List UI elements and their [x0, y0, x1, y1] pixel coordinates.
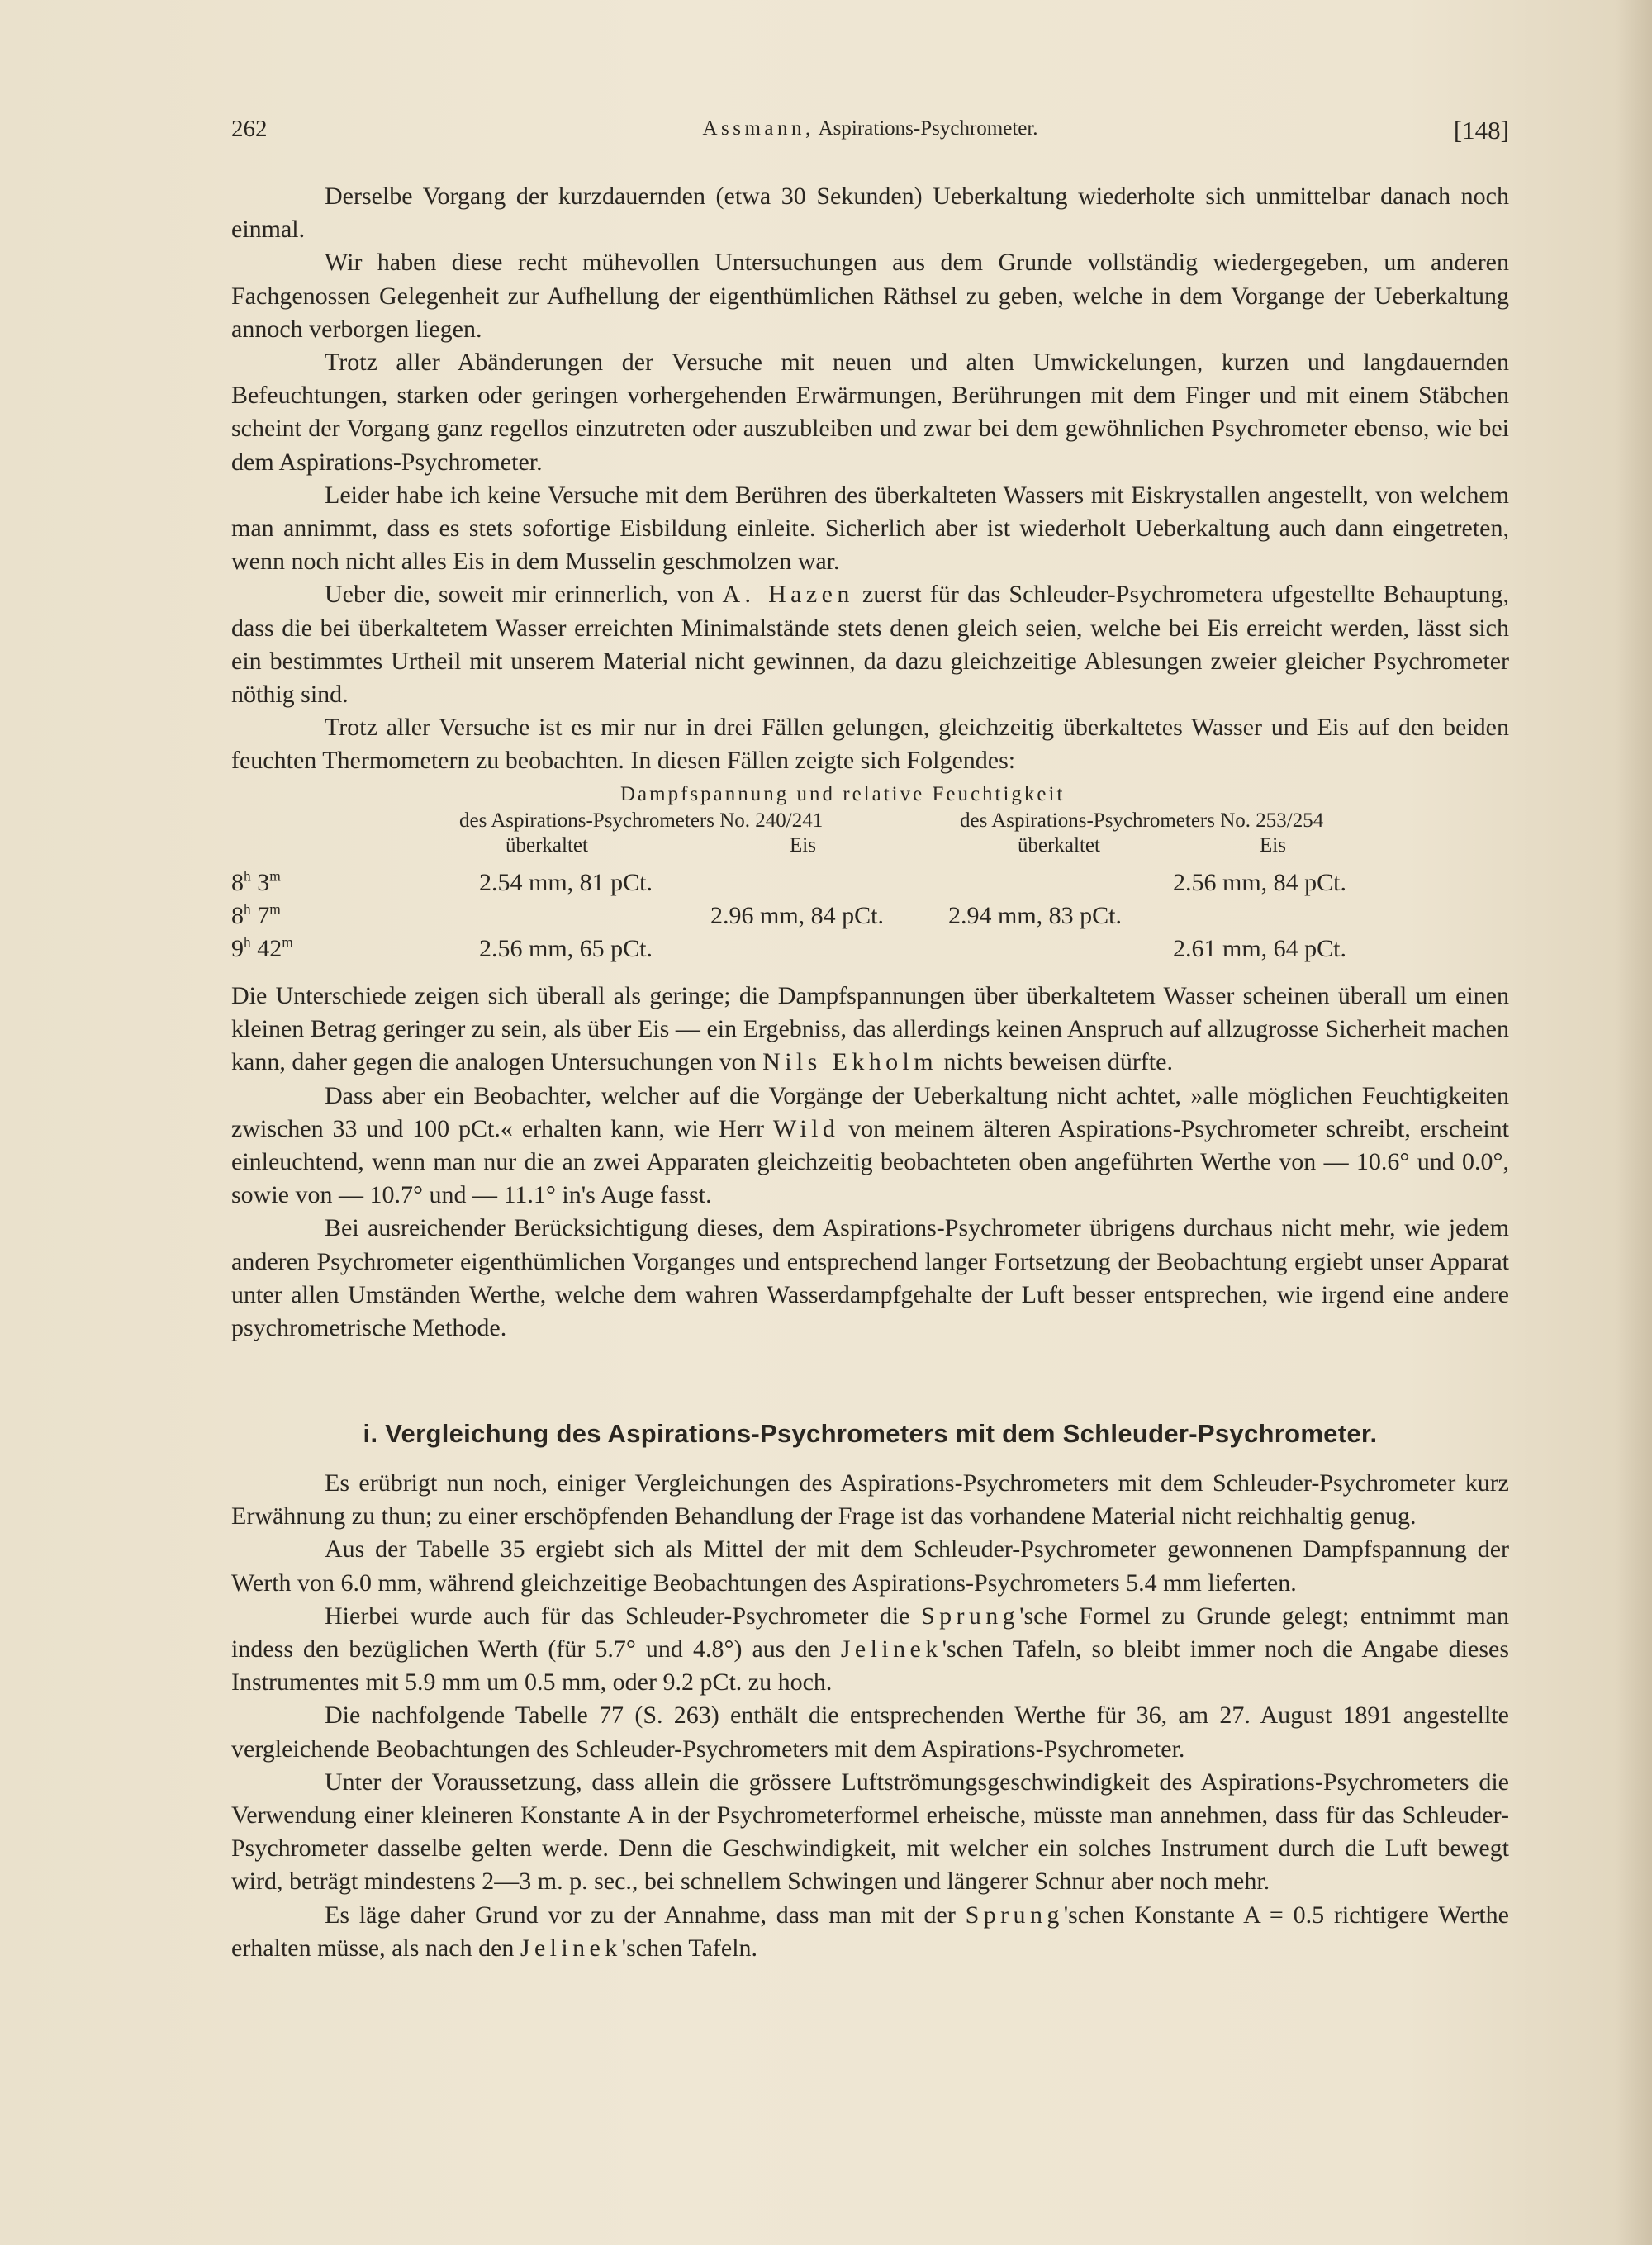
- table-cell: 2.94 mm, 83 pCt.: [948, 902, 1123, 929]
- text-run: nichts beweisen dürfte.: [938, 1048, 1173, 1076]
- text-run: Leider habe ich keine Versuche mit dem Berühren des überkalteten Wassers mit Eiskrystallen angestellt, von welchem man annimmt, dass es stets sofortige Eisbildung einleite. Sicherlich aber ist wiederholt Ueberkaltung auch dann eingetreten, wenn noch nicht alles Eis in dem Musselin geschmolzen war.: [231, 481, 1509, 576]
- table-cell: 2.56 mm, 84 pCt.: [1173, 869, 1347, 896]
- text-run: Unter der Voraussetzung, dass allein die grössere Luftströmungsgeschwindigkeit des Aspirations-Psychrometers die Verwendung einer kleineren Konstante A in der Psychrometerformel erheische, müsste man annehmen, dass für das Schleuder-Psychrometer dasselbe gelten werde. Denn die Geschwindigkeit, mit welcher ein solches Instrument durch die Luft bewegt wird, beträgt mindestens 2—3 m. p. sec., bei schnellem Schwingen und längerer Schnur aber noch mehr.: [231, 1768, 1509, 1896]
- page-edge-shadow: [1616, 0, 1652, 2245]
- section-body-text: [231, 1467, 1509, 1965]
- spaced-name: Nils Ekholm: [762, 1048, 938, 1076]
- running-author: Assmann,: [702, 117, 814, 140]
- table-cell: 2.96 mm, 84 pCt.: [710, 902, 885, 929]
- spaced-name: Jelinek: [520, 1934, 622, 1962]
- table-group-header-240-241: des Aspirations-Psychrometers No. 240/241: [459, 809, 824, 832]
- table-group-header-253-254: des Aspirations-Psychrometers No. 253/254: [960, 809, 1324, 832]
- paragraph: [231, 346, 1509, 479]
- text-run: Derselbe Vorgang der kurzdauernden (etwa 30 Sekunden) Ueberkaltung wiederholte sich unmittelbar danach noch einmal.: [231, 183, 1509, 244]
- spaced-name: Sprung: [965, 1901, 1064, 1929]
- section-heading: i. Vergleichung des Aspirations-Psychrometers mit dem Schleuder-Psychrometer.: [363, 1419, 1378, 1448]
- paragraph: [231, 1080, 1509, 1213]
- text-run: Die nachfolgende Tabelle 77 (S. 263) enthält die entsprechenden Werthe für 36, am 27. August 1891 angestellte vergleichende Beobachtungen des Schleuder-Psychrometers mit dem Aspirations-Psychrometer.: [231, 1702, 1509, 1763]
- paragraph: [231, 1699, 1509, 1765]
- paragraph: [231, 711, 1509, 777]
- table-cell: 2.54 mm, 81 pCt.: [479, 869, 653, 896]
- text-run: zuerst für das Schleuder-Psychrometera ufgestellte Behauptung, dass die bei überkaltetem Wasser erreichten Minimalstände stets denen gleich seien, welche bei Eis erreicht werden, lässt sich ein bestimmtes Urtheil mit unserem Material nicht gewinnen, da dazu gleichzeitige Ablesungen zweier gleicher Psychrometer nöthig sind.: [231, 581, 1509, 709]
- paragraph: [231, 1899, 1509, 1965]
- body-text-before-table: [231, 180, 1509, 778]
- paragraph: [231, 479, 1509, 579]
- body-text-after-table: [231, 980, 1509, 1345]
- table-subheader-ueberkaltet-2: überkaltet: [1018, 834, 1100, 857]
- text-run: Es läge daher Grund vor zu der Annahme, dass man mit der: [325, 1901, 966, 1929]
- text-run: Ueber die, soweit mir erinnerlich, von: [325, 581, 723, 609]
- text-run: Trotz aller Abänderungen der Versuche mit neuen und alten Umwickelungen, kurzen und langdauernden Befeuchtungen, starken oder geringen vorhergehenden Erwärmungen, Berührungen mit dem Finger und mit einem Stäbchen scheint der Vorgang ganz regellos einzutreten oder auszubleiben und zwar bei dem gewöhnlichen Psychrometer ebenso, wie bei dem Aspirations-Psychrometer.: [231, 349, 1509, 476]
- text-run: 'schen Tafeln, so bleibt immer noch die Angabe dieses Instrumentes mit 5.9 mm um 0.5 mm, oder 9.2 pCt. zu hoch.: [231, 1635, 1509, 1697]
- paragraph: [231, 980, 1509, 1080]
- paragraph: [231, 246, 1509, 346]
- spaced-name: Wild: [772, 1114, 840, 1142]
- paragraph: [231, 1533, 1509, 1599]
- paragraph: [231, 1467, 1509, 1533]
- text-run: 'schen Konstante A = 0.5 richtigere Werthe erhalten müsse, als nach den: [231, 1901, 1509, 1962]
- table-cell: 2.61 mm, 64 pCt.: [1173, 935, 1347, 962]
- text-run: Trotz aller Versuche ist es mir nur in drei Fällen gelungen, gleichzeitig überkaltetes Wasser und Eis auf den beiden feuchten Thermometern zu beobachten. In diesen Fällen zeigte sich Folgendes:: [231, 714, 1509, 775]
- spaced-name: Sprung: [920, 1602, 1020, 1630]
- spaced-name: Jelinek: [840, 1635, 942, 1664]
- text-run: Es erübrigt nun noch, einiger Vergleichungen des Aspirations-Psychrometers mit dem Schleuder-Psychrometer kurz Erwähnung zu thun; zu einer erschöpfenden Behandlung der Frage ist das vorhandene Material nicht reichhaltig genug.: [231, 1469, 1509, 1531]
- running-header: [231, 116, 1509, 152]
- paragraph: [231, 180, 1509, 246]
- table-subheader-eis-1: Eis: [790, 834, 816, 857]
- table-row-time: 9$^h$ 42$^m$: [231, 933, 293, 962]
- table-cell: 2.56 mm, 65 pCt.: [479, 935, 653, 962]
- text-run: Hierbei wurde auch für das Schleuder-Psychrometer die: [325, 1602, 921, 1630]
- text-run: Dass aber ein Beobachter, welcher auf die Vorgänge der Ueberkaltung nicht achtet, »alle möglichen Feuchtigkeiten zwischen 33 und 100 pCt.« erhalten kann, wie Herr: [231, 1081, 1509, 1142]
- text-run: 'sche Formel zu Grunde gelegt; entnimmt man indess den bezüglichen Werth (für 5.7° und 4.8°) aus den: [231, 1602, 1509, 1664]
- spaced-name: A. Hazen: [722, 581, 854, 609]
- table-subheader-eis-2: Eis: [1260, 834, 1286, 857]
- text-run: Die Unterschiede zeigen sich überall als geringe; die Dampfspannungen über überkaltetem Wasser scheinen überall um einen kleinen Betrag geringer zu sein, als über Eis — ein Ergebniss, das allerdings keinen Anspruch auf allzugrosse Sicherheit machen kann, daher gegen die analogen Untersuchungen von: [231, 982, 1509, 1076]
- page-number: 262: [231, 116, 268, 142]
- paragraph: [231, 1766, 1509, 1899]
- text-run: von meinem älteren Aspirations-Psychrometer schreibt, erscheint einleuchtend, wenn man nur die an zwei Apparaten gleichzeitig beobachteten oben angeführten Werthe von — 10.6° und 0.0°, sowie von — 10.7° und — 11.1° in's Auge fasst.: [231, 1114, 1510, 1209]
- running-title-text: Aspirations-Psychrometer.: [818, 117, 1038, 140]
- paragraph: [231, 578, 1509, 711]
- text-run: Wir haben diese recht mühevollen Untersuchungen aus dem Grunde vollständig wiedergegeben, um anderen Fachgenossen Gelegenheit zur Aufhellung der eigenthümlichen Räthsel zu geben, welche in dem Vorgange der Ueberkaltung annoch verborgen liegen.: [231, 249, 1509, 343]
- vapour-pressure-table: [231, 783, 1509, 973]
- paragraph: [231, 1212, 1509, 1345]
- table-row-time: 8$^h$ 7$^m$: [231, 900, 281, 929]
- table-subheader-ueberkaltet-1: überkaltet: [506, 834, 588, 857]
- bracket-page-number: [148]: [1453, 116, 1509, 145]
- table-row-time: 8$^h$ 3$^m$: [231, 867, 281, 896]
- text-run: Bei ausreichender Berücksichtigung dieses, dem Aspirations-Psychrometer übrigens durchaus nicht mehr, wie jedem anderen Psychrometer eigenthümlichen Vorganges und entsprechend langer Fortsetzung der Beobachtung ergiebt unser Apparat unter allen Umständen Werthe, welche dem wahren Wasserdampfgehalte der Luft besser entsprechen, wie irgend eine andere psychrometrische Methode.: [231, 1214, 1509, 1342]
- text-run: 'schen Tafeln.: [621, 1934, 758, 1962]
- paragraph: [231, 1600, 1509, 1700]
- text-run: Aus der Tabelle 35 ergiebt sich als Mittel der mit dem Schleuder-Psychrometer gewonnenen Dampfspannung der Werth von 6.0 mm, während gleichzeitige Beobachtungen des Aspirations-Psychrometers 5.4 mm lieferten.: [231, 1535, 1509, 1597]
- running-title: [231, 117, 1509, 140]
- table-title: Dampfspannung und relative Feuchtigkeit: [620, 783, 1066, 805]
